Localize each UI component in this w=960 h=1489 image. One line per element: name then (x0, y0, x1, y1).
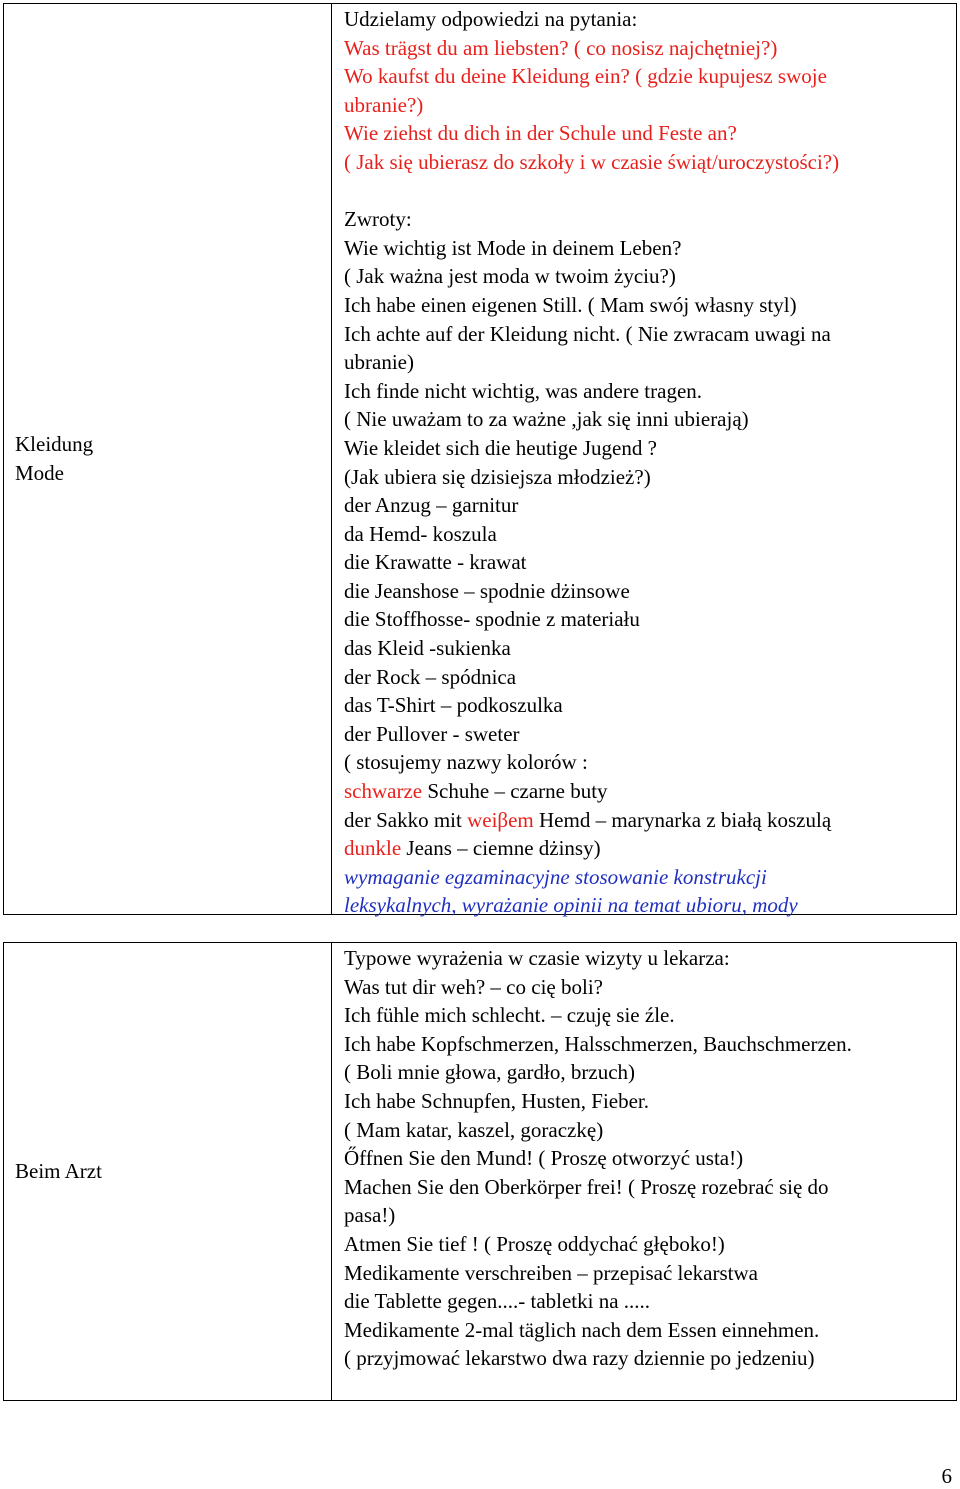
doctor-phrase-line: ( Mam katar, kaszel, goraczkę) (344, 1117, 604, 1142)
topic-label-line-1: Kleidung (15, 432, 94, 457)
doctor-table (3, 942, 957, 1401)
spacer (344, 177, 948, 206)
question-3: Wie ziehst du dich in der Schule und Feste an? (344, 121, 737, 146)
doctor-phrase-line: ( Boli mnie głowa, gardło, brzuch) (344, 1060, 636, 1085)
color-word-dunkle: dunkle (344, 836, 402, 861)
doctor-phrase-line: Medikamente verschreiben – przepisać lekarstwa (344, 1260, 758, 1285)
phrase-line: Ich habe einen eigenen Still. ( Mam swój własny styl) (344, 292, 797, 317)
color-example-2-rest: Hemd – marynarka z białą koszulą (533, 807, 832, 832)
phrases-heading: Zwroty: (344, 207, 412, 232)
phrase-line: Ich finde nicht wichtig, was andere tragen. (344, 378, 703, 403)
vocab-line: ( stosujemy nazwy kolorów : (344, 750, 588, 775)
question-2b: ubranie?) (344, 92, 424, 117)
color-example-1-rest: Schuhe – czarne buty (422, 779, 608, 804)
doctor-phrase-line: Ich habe Schnupfen, Husten, Fieber. (344, 1088, 650, 1113)
color-example-1 (344, 777, 948, 806)
color-word-schwarze: schwarze (344, 779, 423, 804)
doctor-phrase-line: die Tablette gegen....- tabletki na ..... (344, 1289, 651, 1314)
exam-requirement-line-2: leksykalnych, wyrażanie opinii na temat ubioru, mody (344, 893, 798, 918)
content-cell-clothing (332, 4, 956, 918)
content-cell-doctor (332, 943, 956, 1400)
doctor-phrase-line: Medikamente 2-mal täglich nach dem Essen einnehmen. (344, 1317, 820, 1342)
vocab-line: die Stoffhosse- spodnie z materiału (344, 607, 640, 632)
question-4: ( Jak się ubierasz do szkoły i w czasie świąt/uroczystości?) (344, 149, 840, 174)
color-word-weissem: weiβem (467, 807, 534, 832)
questions-heading: Udzielamy odpowiedzi na pytania: (344, 7, 638, 31)
topic-cell-doctor (4, 943, 332, 1400)
phrase-line: Ich achte auf der Kleidung nicht. ( Nie zwracam uwagi na (344, 321, 831, 346)
vocab-line: da Hemd- koszula (344, 521, 497, 546)
vocab-line: der Rock – spódnica (344, 664, 517, 689)
doctor-phrase-line: Őffnen Sie den Mund! ( Proszę otworzyć usta!) (344, 1146, 744, 1171)
phrase-line: ubranie) (344, 350, 414, 375)
doctor-phrase-line: Ich habe Kopfschmerzen, Halsschmerzen, Bauchschmerzen. (344, 1031, 852, 1056)
phrase-line: Wie kleidet sich die heutige Jugend ? (344, 435, 657, 460)
color-example-2-pre: der Sakko mit (344, 807, 468, 832)
color-example-3 (344, 834, 948, 863)
color-example-3-rest: Jeans – ciemne dżinsy) (401, 836, 601, 861)
doctor-phrase-line: Ich fühle mich schlecht. – czuję sie źle. (344, 1003, 675, 1028)
exam-requirement-line-1: wymaganie egzaminacyjne stosowanie konstrukcji (344, 864, 767, 889)
question-2a: Wo kaufst du deine Kleidung ein? ( gdzie kupujesz swoje (344, 64, 827, 89)
doctor-phrase-line: ( przyjmować lekarstwo dwa razy dziennie po jedzeniu) (344, 1346, 815, 1371)
doctor-phrase-line: Machen Sie den Oberkörper frei! ( Proszę rozebrać się do (344, 1174, 829, 1199)
vocab-line: das T-Shirt – podkoszulka (344, 693, 563, 718)
vocab-line: der Pullover - sweter (344, 721, 520, 746)
topic-label-doctor: Beim Arzt (15, 1159, 102, 1184)
doctor-phrase-line: Typowe wyrażenia w czasie wizyty u lekarza: (344, 946, 730, 970)
vocab-line: der Anzug – garnitur (344, 493, 519, 518)
topic-label-line-2: Mode (15, 461, 64, 485)
question-1: Was trägst du am liebsten? ( co nosisz najchętniej?) (344, 35, 778, 60)
phrase-line: ( Jak ważna jest moda w twoim życiu?) (344, 264, 676, 289)
page-number: 6 (941, 1464, 952, 1488)
phrase-line: ( Nie uważam to za ważne ,jak się inni ubierają) (344, 407, 749, 432)
clothing-table (3, 3, 957, 918)
vocab-line: das Kleid -sukienka (344, 636, 511, 661)
doctor-phrase-line: Atmen Sie tief ! ( Proszę oddychać głęboko!) (344, 1231, 725, 1256)
vocab-line: die Jeanshose – spodnie dżinsowe (344, 578, 630, 603)
color-example-2 (344, 806, 948, 835)
phrase-line: Wie wichtig ist Mode in deinem Leben? (344, 235, 682, 260)
topic-cell-clothing (4, 4, 332, 914)
vocab-line: die Krawatte - krawat (344, 550, 527, 575)
doctor-phrase-line: pasa!) (344, 1203, 396, 1228)
phrase-line: (Jak ubiera się dzisiejsza młodzież?) (344, 464, 651, 489)
doctor-phrase-line: Was tut dir weh? – co cię boli? (344, 974, 603, 999)
